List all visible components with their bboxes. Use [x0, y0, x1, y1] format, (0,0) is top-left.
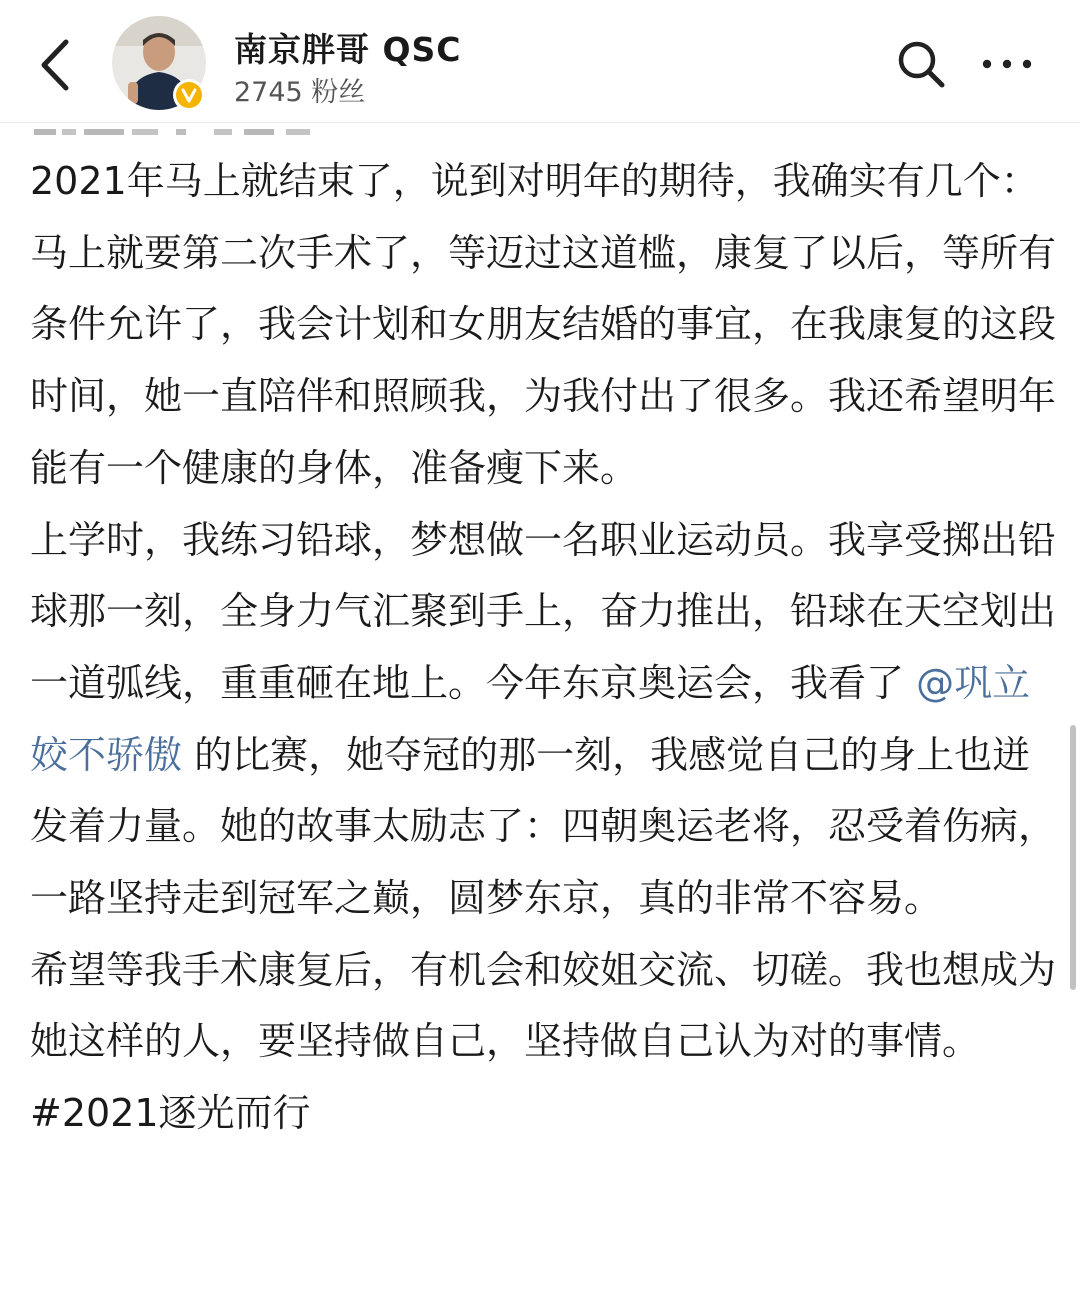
follower-count: 2745 粉丝 — [234, 77, 366, 108]
paragraph-text: 2021年马上就结束了，说到对明年的期待，我确实有几个：马上就要第二次手术了，等迈过这道槛，康复了以后，等所有条件允许了，我会计划和女朋友结婚的事宜，在我康复的这段时间，她一直陪伴和照顾我，为我付出了很多。我还希望明年能有一个健康的身体，准备瘦下来。 — [30, 159, 1057, 490]
back-arrow-icon — [30, 34, 82, 96]
post-paragraph — [30, 146, 1060, 505]
paragraph-text: 上学时，我练习铅球，梦想做一名职业运动员。我享受掷出铅球那一刻，全身力气汇聚到手上，奋力推出，铅球在天空划出一道弧线，重重砸在地上。今年东京奥运会，我看了 — [30, 517, 1057, 705]
back-button[interactable] — [30, 34, 82, 96]
search-icon — [895, 38, 947, 90]
search-button[interactable] — [895, 38, 947, 90]
scrolled-text-fragment — [0, 123, 1080, 135]
account-name[interactable]: 南京胖哥 QSC — [234, 30, 462, 69]
mention-link[interactable]: @巩立姣不骄傲 — [30, 660, 1031, 777]
profile-header — [0, 0, 1080, 123]
post-body — [30, 146, 1060, 1150]
more-options-button[interactable] — [978, 50, 1036, 78]
post-paragraph — [30, 505, 1060, 935]
scrollbar[interactable] — [1070, 725, 1076, 990]
paragraph-text: 希望等我手术康复后，有机会和姣姐交流、切磋。我也想成为她这样的人，要坚持做自己，坚持做自己认为对的事情。#2021逐光而行 — [30, 947, 1057, 1136]
more-options-icon — [978, 50, 1036, 78]
verified-badge-icon — [172, 78, 206, 112]
paragraph-text: 的比赛，她夺冠的那一刻，我感觉自己的身上也迸发着力量。她的故事太励志了：四朝奥运老将，忍受着伤病，一路坚持走到冠军之巅，圆梦东京，真的非常不容易。 — [30, 732, 1057, 921]
post-paragraph — [30, 935, 1060, 1150]
